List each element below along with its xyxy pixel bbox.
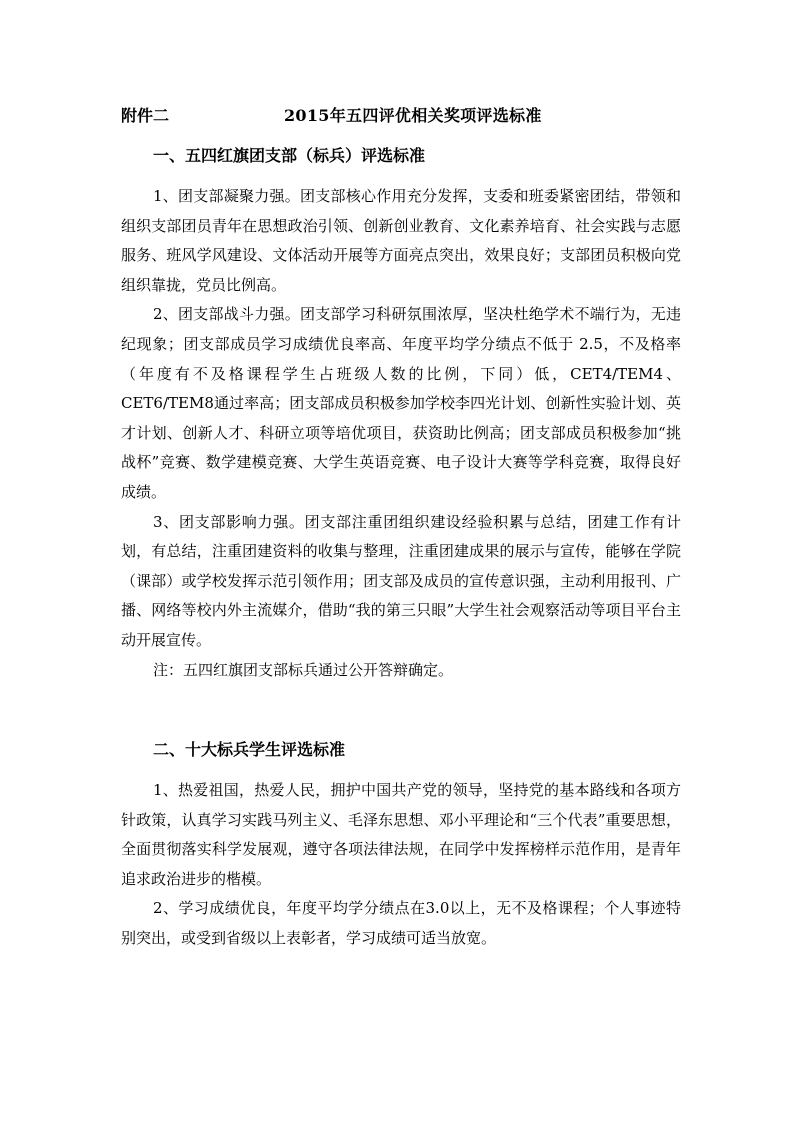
criteria-paragraph: 2、团支部战斗力强。团支部学习科研氛围浓厚，坚决杜绝学术不端行为，无违纪现象；团支部成员学习成绩优良率高、年度平均学分绩点不低于 2.5，不及格率（年度有不及格课程学生占班级人数的比例，下同）低，CET4/TEM4、CET6/TEM8通过率高；团支部成员积极参加学校李四光计划、创新性实验计划、英才计划、创新人才、科研立项等培优项目，获资助比例高；团支部成员积极参加“挑战杯”竞赛、数学建模竞赛、大学生英语竞赛、电子设计大赛等学科竞赛，取得良好成绩。: [121, 305, 681, 501]
document-header: [121, 104, 681, 128]
section-heading: 二、十大标兵学生评选标准: [153, 740, 346, 759]
criteria-paragraph: 1、热爱祖国，热爱人民，拥护中国共产党的领导，坚持党的基本路线和各项方针政策，认真学习实践马列主义、毛泽东思想、邓小平理论和“三个代表”重要思想，全面贯彻落实科学发展观，遵守各项法律法规，在同学中发挥榜样示范作用，是青年追求政治进步的楷模。: [121, 781, 681, 888]
section-top-ten-students: [121, 738, 681, 954]
document-title: 2015年五四评优相关奖项评选标准: [284, 106, 542, 125]
section-red-flag-branch: [121, 144, 681, 685]
section-heading: 一、五四红旗团支部（标兵）评选标准: [153, 146, 426, 165]
criteria-paragraph: 3、团支部影响力强。团支部注重团组织建设经验积累与总结，团建工作有计划，有总结，注重团建资料的收集与整理，注重团建成果的展示与宣传，能够在学院（课部）或学校发挥示范引领作用；团支部及成员的宣传意识强，主动利用报刊、广播、网络等校内外主流媒介，借助“我的第三只眼”大学生社会观察活动等项目平台主动开展宣传。: [121, 512, 681, 649]
attachment-label: 附件二: [121, 106, 170, 125]
criteria-paragraph: 1、团支部凝聚力强。团支部核心作用充分发挥，支委和班委紧密团结，带领和组织支部团员青年在思想政治引领、创新创业教育、文化素养培育、社会实践与志愿服务、班风学风建设、文体活动开展等方面亮点突出，效果良好；支部团员积极向党组织靠拢，党员比例高。: [121, 187, 681, 294]
section-note: 注：五四红旗团支部标兵通过公开答辩确定。: [153, 660, 454, 679]
criteria-paragraph: 2、学习成绩优良，年度平均学分绩点在3.0以上，无不及格课程；个人事迹特别突出，或受到省级以上表彰者，学习成绩可适当放宽。: [121, 899, 681, 947]
